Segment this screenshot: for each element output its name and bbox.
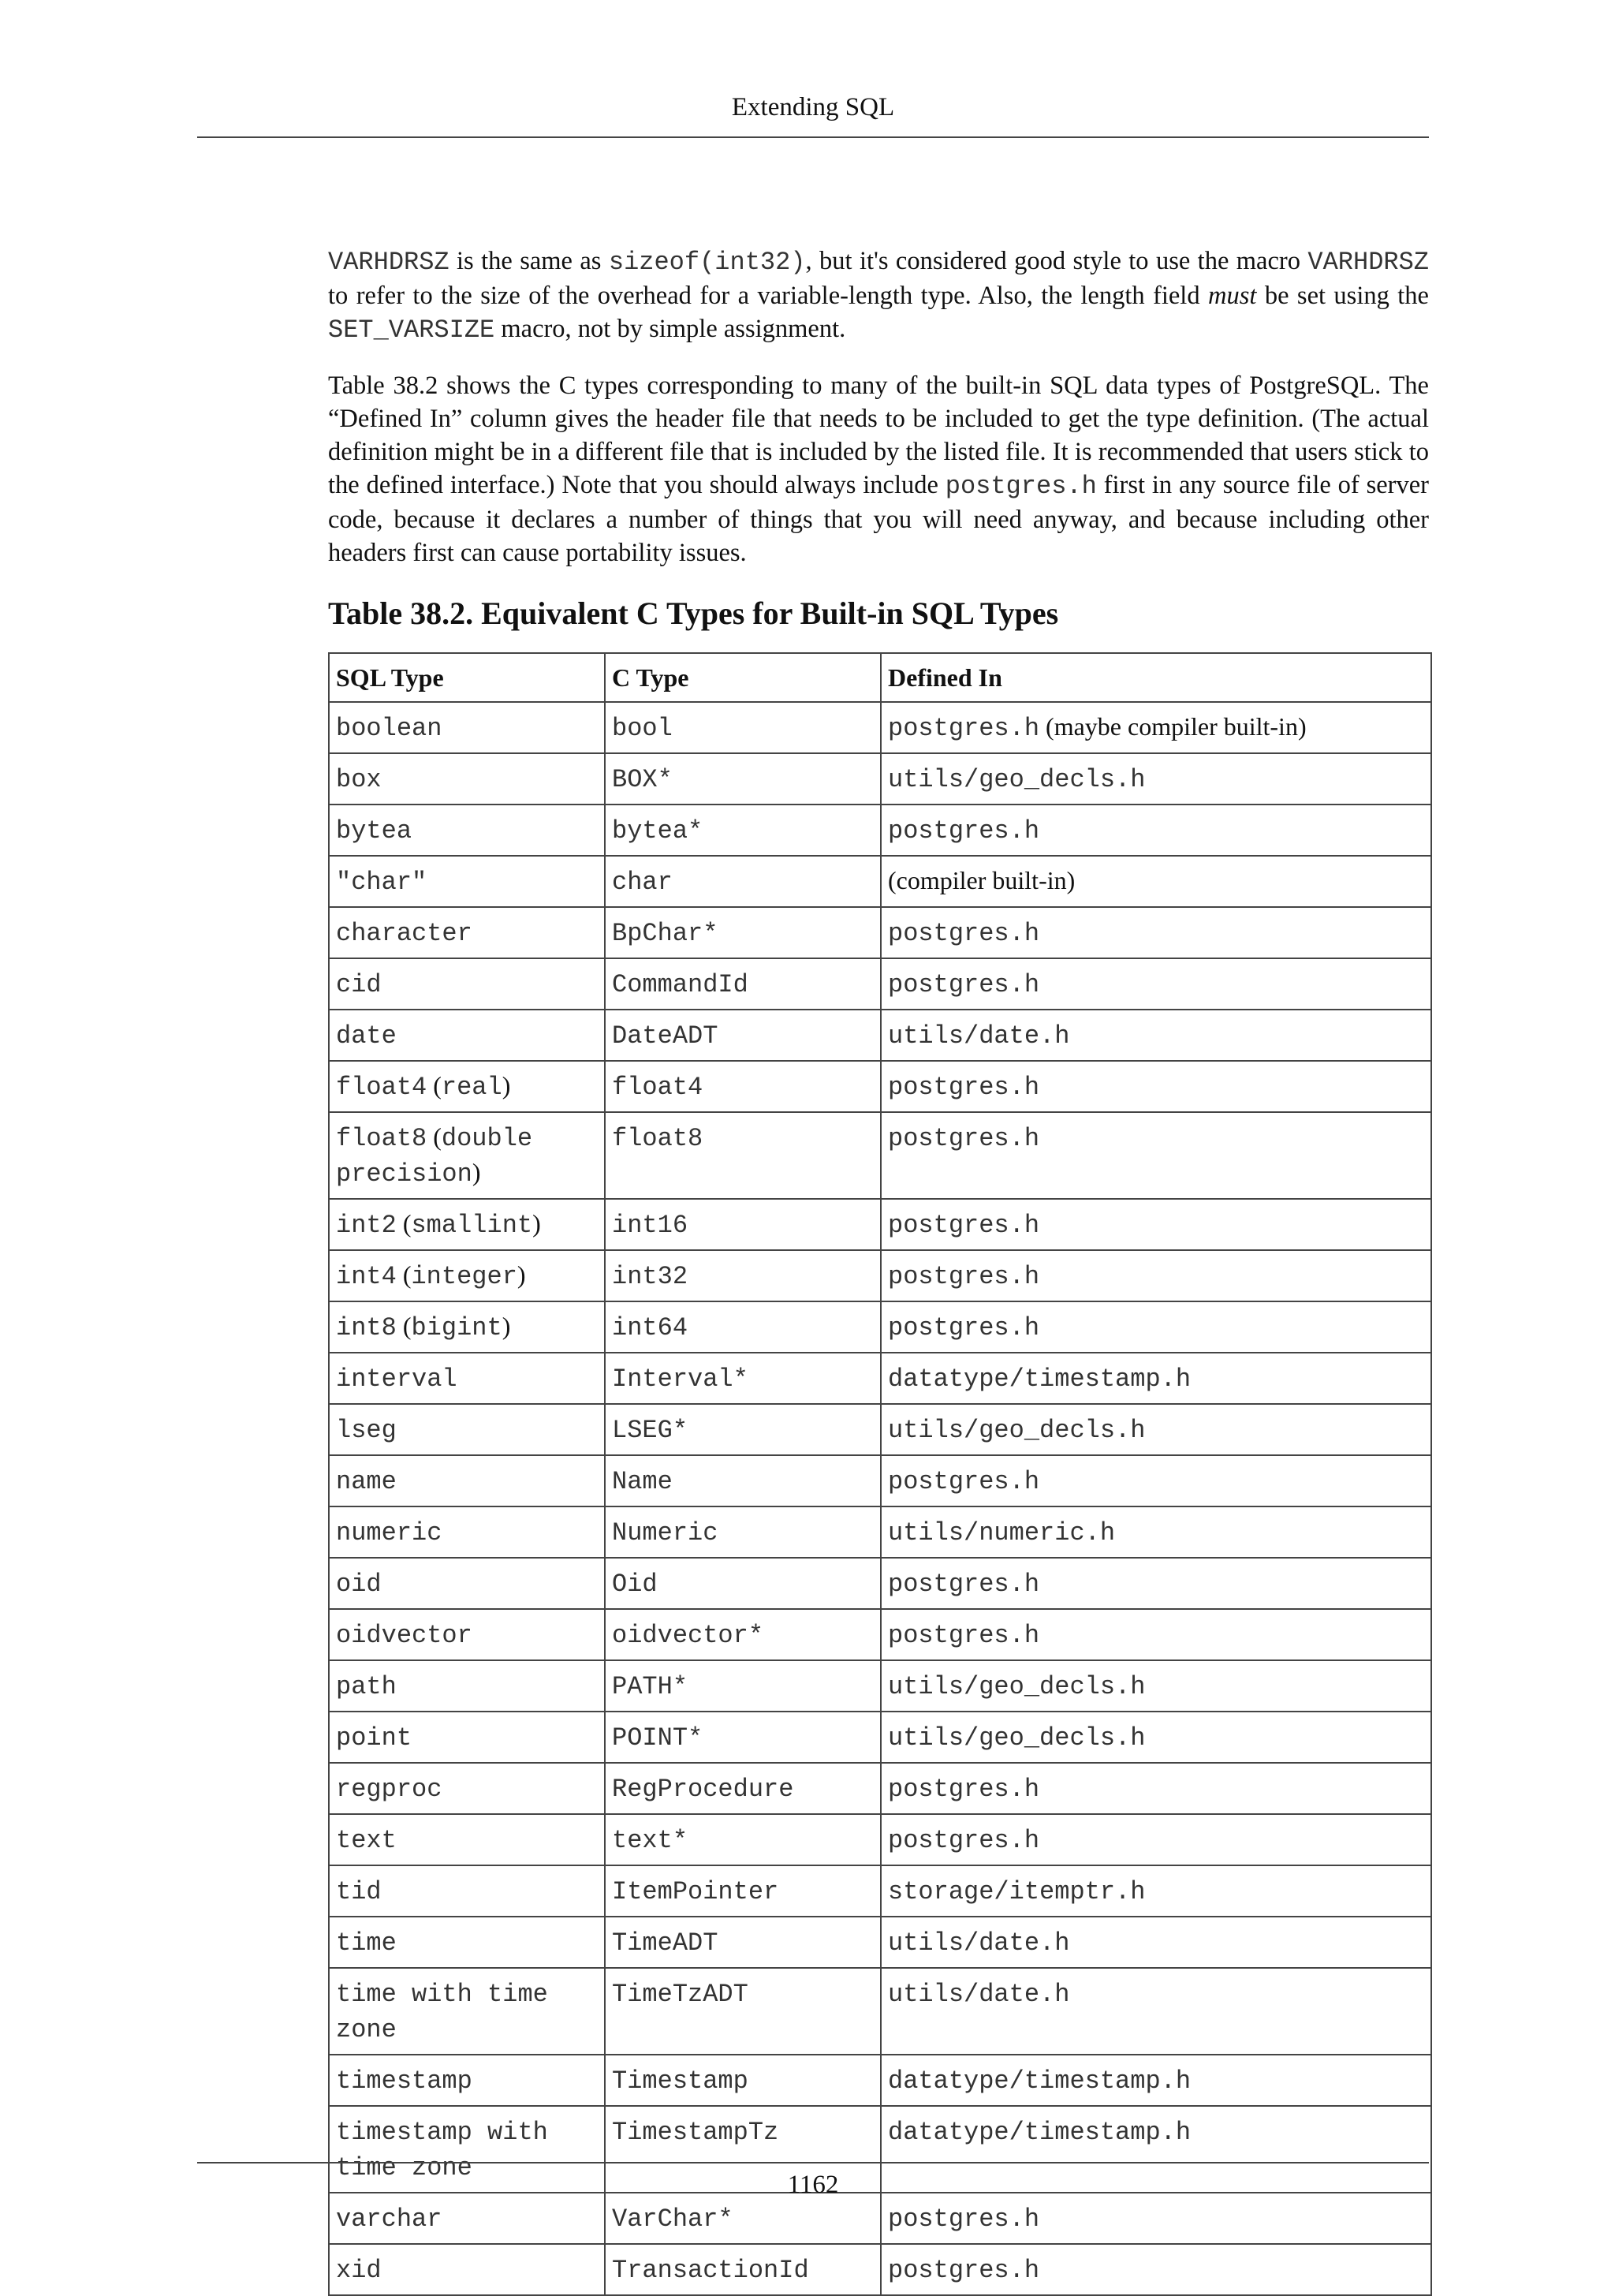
cell-defined-in xyxy=(881,1404,1431,1455)
header-file-name: postgres.h xyxy=(888,1313,1040,1342)
header-file-name: postgres.h xyxy=(888,816,1040,846)
cell-sql-type xyxy=(329,1609,605,1660)
table-body xyxy=(329,702,1431,2295)
header-file-name: datatype/timestamp.h xyxy=(888,2066,1192,2096)
header-file-name: utils/geo_decls.h xyxy=(888,1416,1146,1445)
cell-defined-in xyxy=(881,2055,1431,2106)
table-row xyxy=(329,1061,1431,1112)
sql-type-name: lseg xyxy=(336,1416,397,1445)
cell-c-type xyxy=(605,702,881,753)
table-row xyxy=(329,1353,1431,1404)
cell-sql-type xyxy=(329,958,605,1010)
cell-defined-in xyxy=(881,702,1431,753)
c-type-name: Name xyxy=(612,1467,673,1496)
sql-type-alias: real xyxy=(441,1073,502,1102)
cell-defined-in xyxy=(881,1609,1431,1660)
table-row xyxy=(329,1455,1431,1506)
c-type-name: Oid xyxy=(612,1570,658,1599)
c-type-name: BOX* xyxy=(612,765,673,794)
cell-sql-type xyxy=(329,1917,605,1968)
paren-close: ) xyxy=(502,1312,511,1340)
cell-defined-in xyxy=(881,753,1431,805)
c-type-name: TimeTzADT xyxy=(612,1980,748,2009)
c-types-table xyxy=(328,652,1432,2296)
cell-sql-type xyxy=(329,2244,605,2295)
sql-type-name: name xyxy=(336,1467,397,1496)
paragraph-varhdrsz xyxy=(328,245,1429,347)
cell-sql-type xyxy=(329,856,605,907)
cell-defined-in xyxy=(881,805,1431,856)
header-file-name: postgres.h xyxy=(888,1467,1040,1496)
column-header-defined-in: Defined In xyxy=(881,653,1431,702)
c-type-name: TransactionId xyxy=(612,2256,809,2285)
column-header-sql-type: SQL Type xyxy=(329,653,605,702)
table-row xyxy=(329,1917,1431,1968)
table-header-row xyxy=(329,653,1431,702)
cell-defined-in xyxy=(881,1301,1431,1353)
c-type-name: VarChar* xyxy=(612,2205,733,2234)
table-row xyxy=(329,1660,1431,1712)
sql-type-name: interval xyxy=(336,1365,457,1394)
cell-c-type xyxy=(605,2193,881,2244)
cell-c-type xyxy=(605,2055,881,2106)
c-type-name: POINT* xyxy=(612,1723,703,1753)
table-row xyxy=(329,1968,1431,2055)
sql-type-name: box xyxy=(336,765,382,794)
sql-type-name: boolean xyxy=(336,714,442,743)
code-postgres-h: postgres.h xyxy=(945,472,1097,501)
page-number: 1162 xyxy=(787,2171,839,2199)
c-type-name: bool xyxy=(612,714,673,743)
sql-type-name: time with time zone xyxy=(336,1980,548,2044)
sql-type-name: xid xyxy=(336,2256,382,2285)
cell-c-type xyxy=(605,1506,881,1558)
c-type-name: PATH* xyxy=(612,1672,688,1701)
cell-sql-type xyxy=(329,1558,605,1609)
header-file-name: datatype/timestamp.h xyxy=(888,2118,1192,2147)
paren-open: ( xyxy=(427,1122,442,1151)
c-type-name: Numeric xyxy=(612,1518,718,1547)
table-row xyxy=(329,1112,1431,1199)
cell-c-type xyxy=(605,1660,881,1712)
c-type-name: float4 xyxy=(612,1073,703,1102)
cell-sql-type xyxy=(329,2055,605,2106)
cell-c-type xyxy=(605,1010,881,1061)
table-row xyxy=(329,2193,1431,2244)
c-type-name: bytea* xyxy=(612,816,703,846)
cell-sql-type xyxy=(329,1061,605,1112)
sql-type-name: int4 xyxy=(336,1262,397,1291)
cell-c-type xyxy=(605,1609,881,1660)
sql-type-alias: smallint xyxy=(411,1211,533,1240)
sql-type-name: oid xyxy=(336,1570,382,1599)
c-type-name: LSEG* xyxy=(612,1416,688,1445)
cell-defined-in xyxy=(881,1506,1431,1558)
sql-type-name: int8 xyxy=(336,1313,397,1342)
sql-type-name: regproc xyxy=(336,1775,442,1804)
cell-sql-type xyxy=(329,805,605,856)
cell-c-type xyxy=(605,1353,881,1404)
cell-sql-type xyxy=(329,1353,605,1404)
cell-defined-in xyxy=(881,1660,1431,1712)
c-type-name: char xyxy=(612,868,673,897)
cell-defined-in xyxy=(881,1250,1431,1301)
text-fragment: Table 38.2 shows the C types corresponding to many of the built-in SQL data types of PostgreSQL. The “Defined In” column gives the header file that needs to be included to get the type definition. (The actual definition might be in a different file that is included by the listed file. It is recommended that users stick to the defined interface.) Note that you should always include xyxy=(328,371,1429,499)
c-type-name: TimeADT xyxy=(612,1928,718,1958)
page-content xyxy=(328,245,1429,2296)
cell-sql-type xyxy=(329,702,605,753)
cell-defined-in xyxy=(881,1112,1431,1199)
cell-defined-in xyxy=(881,1353,1431,1404)
sql-type-name: int2 xyxy=(336,1211,397,1240)
table-row xyxy=(329,753,1431,805)
table-row xyxy=(329,1558,1431,1609)
header-file-name: postgres.h xyxy=(888,1775,1040,1804)
table-row xyxy=(329,1814,1431,1865)
table-row xyxy=(329,958,1431,1010)
header-file-name: postgres.h xyxy=(888,1211,1040,1240)
cell-c-type xyxy=(605,856,881,907)
code-set-varsize: SET_VARSIZE xyxy=(328,315,495,345)
c-type-name: Timestamp xyxy=(612,2066,748,2096)
table-row xyxy=(329,1865,1431,1917)
sql-type-name: varchar xyxy=(336,2205,442,2234)
paren-open: ( xyxy=(396,1312,412,1340)
c-type-name: CommandId xyxy=(612,970,748,999)
c-type-name: float8 xyxy=(612,1124,703,1153)
header-file-name: postgres.h xyxy=(888,1570,1040,1599)
cell-defined-in xyxy=(881,907,1431,958)
header-file-name: utils/geo_decls.h xyxy=(888,1723,1146,1753)
text-fragment: first in any source file of server code, because it declares a number of things that you will need anyway, and because including other headers first can cause portability issues. xyxy=(328,471,1429,567)
sql-type-name: cid xyxy=(336,970,382,999)
cell-defined-in xyxy=(881,1865,1431,1917)
table-row xyxy=(329,1404,1431,1455)
cell-defined-in xyxy=(881,1763,1431,1814)
cell-c-type xyxy=(605,958,881,1010)
paren-open: ( xyxy=(396,1260,412,1289)
cell-defined-in xyxy=(881,1061,1431,1112)
c-type-name: RegProcedure xyxy=(612,1775,794,1804)
cell-sql-type xyxy=(329,753,605,805)
table-row xyxy=(329,1763,1431,1814)
header-file-name: utils/date.h xyxy=(888,1021,1070,1051)
cell-sql-type xyxy=(329,1865,605,1917)
sql-type-name: float8 xyxy=(336,1124,427,1153)
cell-sql-type xyxy=(329,1968,605,2055)
c-type-name: DateADT xyxy=(612,1021,718,1051)
table-row xyxy=(329,805,1431,856)
column-header-c-type: C Type xyxy=(605,653,881,702)
cell-defined-in xyxy=(881,1455,1431,1506)
cell-sql-type xyxy=(329,1010,605,1061)
table-row xyxy=(329,1712,1431,1763)
paren-open: ( xyxy=(427,1071,442,1099)
cell-c-type xyxy=(605,1199,881,1250)
cell-sql-type xyxy=(329,1404,605,1455)
sql-type-alias: bigint xyxy=(411,1313,502,1342)
sql-type-name: timestamp with time zone xyxy=(336,2118,548,2182)
cell-sql-type xyxy=(329,2193,605,2244)
header-file-name: postgres.h xyxy=(888,1826,1040,1855)
cell-defined-in xyxy=(881,1558,1431,1609)
header-rule xyxy=(197,136,1429,138)
cell-sql-type xyxy=(329,1455,605,1506)
c-type-name: Interval* xyxy=(612,1365,748,1394)
cell-sql-type xyxy=(329,1199,605,1250)
cell-c-type xyxy=(605,1404,881,1455)
cell-sql-type xyxy=(329,1814,605,1865)
text-fragment: to refer to the size of the overhead for a variable-length type. Also, the length field xyxy=(328,282,1208,310)
sql-type-name: text xyxy=(336,1826,397,1855)
header-file-name: postgres.h xyxy=(888,970,1040,999)
paren-close: ) xyxy=(517,1260,526,1289)
cell-c-type xyxy=(605,753,881,805)
cell-c-type xyxy=(605,1301,881,1353)
cell-sql-type xyxy=(329,1660,605,1712)
header-file-name: postgres.h xyxy=(888,1124,1040,1153)
cell-c-type xyxy=(605,1814,881,1865)
sql-type-name: date xyxy=(336,1021,397,1051)
sql-type-name: time xyxy=(336,1928,397,1958)
c-type-name: TimestampTz xyxy=(612,2118,779,2147)
text-fragment: is the same as xyxy=(449,247,609,275)
c-type-name: text* xyxy=(612,1826,688,1855)
c-type-name: BpChar* xyxy=(612,919,718,948)
paren-open: ( xyxy=(396,1209,412,1238)
table-title: Table 38.2. Equivalent C Types for Built-in SQL Types xyxy=(328,595,1059,631)
cell-c-type xyxy=(605,1112,881,1199)
footer-rule xyxy=(197,2162,1429,2163)
cell-defined-in xyxy=(881,2193,1431,2244)
header-file-name: postgres.h xyxy=(888,2205,1040,2234)
cell-defined-in xyxy=(881,1199,1431,1250)
c-type-name: int16 xyxy=(612,1211,688,1240)
sql-type-name: point xyxy=(336,1723,412,1753)
table-row xyxy=(329,1506,1431,1558)
header-file-name: utils/geo_decls.h xyxy=(888,765,1146,794)
cell-defined-in xyxy=(881,2244,1431,2295)
header-file-name: postgres.h xyxy=(888,1621,1040,1650)
code-varhdrsz: VARHDRSZ xyxy=(328,248,449,277)
cell-defined-in xyxy=(881,856,1431,907)
cell-c-type xyxy=(605,1763,881,1814)
table-row xyxy=(329,907,1431,958)
header-file-name: utils/date.h xyxy=(888,1928,1070,1958)
table-row xyxy=(329,702,1431,753)
header-file-name: postgres.h xyxy=(888,714,1040,743)
sql-type-alias: double precision xyxy=(336,1124,533,1189)
header-file-name: postgres.h xyxy=(888,1073,1040,1102)
table-row xyxy=(329,2055,1431,2106)
cell-c-type xyxy=(605,2244,881,2295)
text-fragment: , but it's considered good style to use the macro xyxy=(805,247,1308,275)
cell-c-type xyxy=(605,1455,881,1506)
header-file-name: utils/geo_decls.h xyxy=(888,1672,1146,1701)
table-row xyxy=(329,1250,1431,1301)
text-fragment: macro, not by simple assignment. xyxy=(494,315,846,343)
header-file-name: postgres.h xyxy=(888,2256,1040,2285)
cell-c-type xyxy=(605,1968,881,2055)
cell-c-type xyxy=(605,907,881,958)
header-file-name: utils/date.h xyxy=(888,1980,1070,2009)
sql-type-name: tid xyxy=(336,1877,382,1906)
sql-type-name: "char" xyxy=(336,868,427,897)
sql-type-name: character xyxy=(336,919,472,948)
text-fragment: be set using the xyxy=(1256,282,1429,310)
running-header: Extending SQL xyxy=(731,93,895,121)
table-row xyxy=(329,1609,1431,1660)
cell-sql-type xyxy=(329,1112,605,1199)
cell-sql-type xyxy=(329,1301,605,1353)
cell-c-type xyxy=(605,1061,881,1112)
cell-sql-type xyxy=(329,1712,605,1763)
table-row xyxy=(329,1301,1431,1353)
code-sizeof: sizeof(int32) xyxy=(608,248,806,277)
cell-c-type xyxy=(605,1865,881,1917)
header-file-name: postgres.h xyxy=(888,1262,1040,1291)
c-type-name: int32 xyxy=(612,1262,688,1291)
sql-type-name: numeric xyxy=(336,1518,442,1547)
c-type-name: int64 xyxy=(612,1313,688,1342)
sql-type-name: timestamp xyxy=(336,2066,472,2096)
cell-sql-type xyxy=(329,1506,605,1558)
table-row xyxy=(329,1199,1431,1250)
sql-type-alias: integer xyxy=(411,1262,517,1291)
table-row xyxy=(329,1010,1431,1061)
paren-close: ) xyxy=(502,1071,511,1099)
c-type-name: ItemPointer xyxy=(612,1877,779,1906)
cell-sql-type xyxy=(329,1763,605,1814)
paren-close: ) xyxy=(532,1209,541,1238)
cell-defined-in xyxy=(881,958,1431,1010)
header-file-name: utils/numeric.h xyxy=(888,1518,1116,1547)
cell-sql-type xyxy=(329,1250,605,1301)
sql-type-name: oidvector xyxy=(336,1621,472,1650)
defined-in-note: (compiler built-in) xyxy=(888,866,1076,894)
cell-c-type xyxy=(605,805,881,856)
cell-c-type xyxy=(605,1917,881,1968)
sql-type-name: bytea xyxy=(336,816,412,846)
header-file-name: datatype/timestamp.h xyxy=(888,1365,1192,1394)
table-row xyxy=(329,856,1431,907)
emphasis-must: must xyxy=(1208,282,1257,310)
cell-defined-in xyxy=(881,1814,1431,1865)
table-row xyxy=(329,2244,1431,2295)
code-varhdrsz-2: VARHDRSZ xyxy=(1307,248,1429,277)
cell-defined-in xyxy=(881,1712,1431,1763)
sql-type-name: float4 xyxy=(336,1073,427,1102)
paren-close: ) xyxy=(472,1158,481,1186)
cell-c-type xyxy=(605,1250,881,1301)
paragraph-table-intro xyxy=(328,369,1429,569)
sql-type-name: path xyxy=(336,1672,397,1701)
cell-c-type xyxy=(605,1712,881,1763)
cell-defined-in xyxy=(881,1968,1431,2055)
cell-c-type xyxy=(605,1558,881,1609)
header-file-name: postgres.h xyxy=(888,919,1040,948)
cell-defined-in xyxy=(881,1010,1431,1061)
defined-in-note: (maybe compiler built-in) xyxy=(1039,712,1307,741)
c-type-name: oidvector* xyxy=(612,1621,764,1650)
cell-defined-in xyxy=(881,1917,1431,1968)
cell-sql-type xyxy=(329,907,605,958)
header-file-name: storage/itemptr.h xyxy=(888,1877,1146,1906)
